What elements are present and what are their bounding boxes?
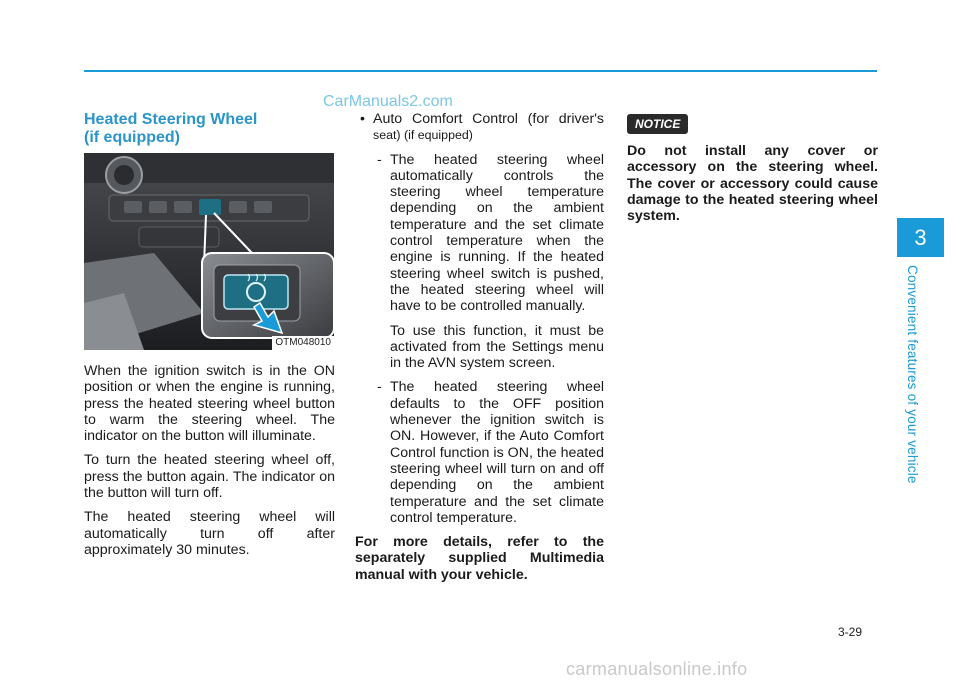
dash-mark: -	[377, 379, 382, 396]
settings-note: To use this function, it must be activated from the Settings menu in the AVN system screen.	[390, 322, 604, 372]
console-illustration	[84, 153, 334, 350]
watermark-top: CarManuals2.com	[323, 93, 453, 110]
paragraph-auto-off: The heated steering wheel will automatically turn off after approximately 30 minutes.	[84, 509, 335, 558]
chapter-number-tab: 3	[897, 218, 944, 257]
dash-auto-control	[355, 152, 604, 315]
section-title	[84, 111, 335, 147]
paragraph-ignition: When the ignition switch is in the ON position or when the engine is running, press the heated steering wheel button to warm the steering wheel. The indicator on the button will illuminate.	[84, 363, 335, 445]
bullet-main-text: Auto Comfort Control (for driver's	[373, 111, 604, 127]
header-rule	[84, 70, 877, 72]
notice-badge: NOTICE	[627, 114, 688, 134]
heated-steering-wheel-photo	[84, 153, 334, 350]
page-number: 3-29	[838, 625, 863, 639]
column-middle	[355, 111, 604, 591]
dash-defaults-off-text: The heated steering wheel defaults to the OFF position whenever the ignition switch is ON. However, if the Auto Comfort Control function is ON, the heated steering wheel will turn on and off depending on the ambient temperature and the set climate control temperature.	[390, 379, 604, 526]
column-right	[627, 111, 878, 232]
bullet-auto-comfort	[355, 111, 604, 144]
dash-mark: -	[377, 151, 382, 168]
bullet-small-text: seat) (if equipped)	[373, 128, 473, 143]
section-title-line1: Heated Steering Wheel	[84, 111, 258, 128]
dash-auto-control-text: The heated steering wheel automatically controls the steering wheel temperature depending on the ambient temperature and the set climate control temperature when the engine is running. If the heated steering wheel switch is pushed, the heated steering wheel will have to be controlled manually.	[390, 151, 604, 315]
column-left	[84, 111, 335, 566]
chapter-title: Convenient features of your vehicle	[905, 265, 920, 484]
watermark-bottom: carmanualsonline.info	[566, 659, 748, 679]
bullet-mark: •	[360, 111, 365, 127]
paragraph-turn-off: To turn the heated steering wheel off, press the button again. The indicator on the button will turn off.	[84, 452, 335, 502]
multimedia-manual-note: For more details, refer to the separately supplied Multimedia manual with your vehicle.	[355, 534, 604, 583]
section-title-line2: (if equipped)	[84, 129, 180, 146]
image-code: OTM048010	[272, 336, 334, 350]
notice-text: Do not install any cover or accessory on the steering wheel. The cover or accessory could cause damage to the heated steering wheel system.	[627, 143, 878, 225]
dash-defaults-off	[355, 379, 604, 526]
